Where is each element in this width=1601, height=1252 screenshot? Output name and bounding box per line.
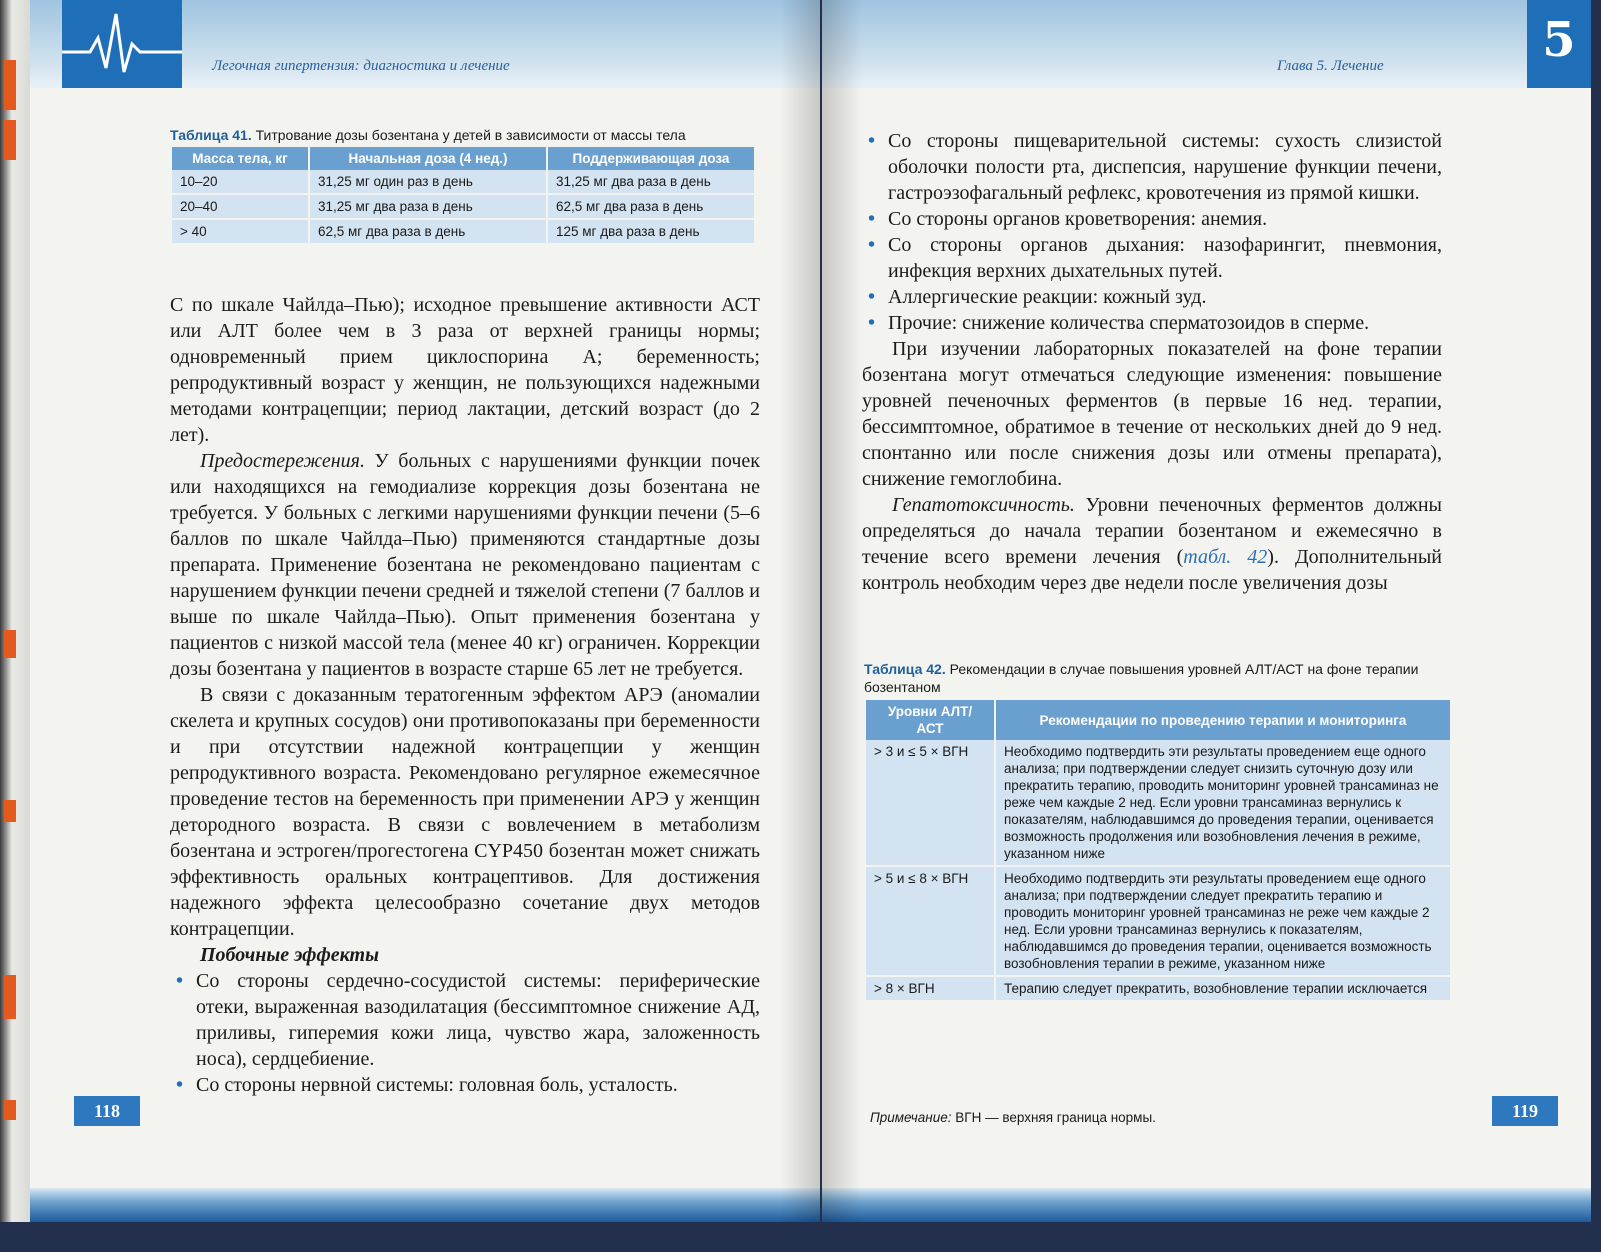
bullet-list xyxy=(862,128,1442,336)
table41-cell: 62,5 мг два раза в день xyxy=(309,219,547,244)
paragraph: С по шкале Чайлда–Пью); исходное превышение активности АСТ или АЛТ более чем в 3 раза от верхней границы нормы; одновременный прием циклоспорина А; беременность; репродуктивный возраст у женщин, не пользующихся надежными методами контрацепции; период лактации, детский возраст (до 2 лет). xyxy=(170,294,760,446)
paragraph-lead: Предостережения. xyxy=(200,450,365,472)
table-note xyxy=(870,1110,1156,1125)
table-row xyxy=(866,976,1451,1001)
table42 xyxy=(866,700,1452,1002)
table42-cell: Необходимо подтвердить эти результаты проведением еще одного анализа; при подтверждении следует прекратить терапию и проводить мониторинг уровней трансаминаз не реже чем каждые 2 нед. Если уровни трансаминаз вернулись к показателям, наблюдавшимся до проведения терапии, оценивается возможность возобновления терапии в режиме, указанном ниже xyxy=(995,866,1451,976)
table42-cell: > 8 × ВГН xyxy=(866,976,995,1001)
table41-cell: 20–40 xyxy=(172,194,309,219)
paragraph xyxy=(170,448,760,682)
header-band xyxy=(822,0,1591,88)
heartbeat-pulse-icon xyxy=(62,0,182,88)
table41-label: Таблица 41. xyxy=(170,127,252,143)
left-page xyxy=(30,0,820,1222)
note-label: Примечание: xyxy=(870,1110,952,1125)
edge-mark xyxy=(4,1100,16,1120)
table42-cell: > 5 и ≤ 8 × ВГН xyxy=(866,866,995,976)
gutter-shadow xyxy=(780,0,820,1222)
table41-header: Поддерживающая доза xyxy=(547,147,755,170)
table-row xyxy=(172,194,755,219)
edge-mark xyxy=(4,630,16,658)
table42-header: Уровни АЛТ/ АСТ xyxy=(866,700,995,740)
list-item: • Со стороны нервной системы: головная боль, усталость. xyxy=(170,1072,760,1098)
table42-caption xyxy=(864,660,1454,696)
gutter-shadow xyxy=(822,0,862,1222)
table41-cell: 31,25 мг два раза в день xyxy=(547,170,755,194)
table42-caption-text: Рекомендации в случае повышения уровней АЛТ/АСТ на фоне терапии бозентаном xyxy=(864,661,1419,695)
edge-mark xyxy=(4,800,16,822)
section-heading: Побочные эффекты xyxy=(200,944,379,966)
bullet-list xyxy=(170,968,760,1098)
table42-cell: Терапию следует прекратить, возобновление терапии исключается xyxy=(995,976,1451,1001)
table41-caption xyxy=(170,126,790,144)
table41-cell: > 40 xyxy=(172,219,309,244)
paragraph: В связи с доказанным тератогенным эффектом АРЭ (аномалии скелета и крупных сосудов) они противопоказаны при беременности и при отсутствии надежной контрацепции у женщин репродуктивного возраста. Рекомендовано регулярное ежемесячное проведение тестов на беременность при применении АРЭ у женщин детородного возраста. В связи с вовлечением в метаболизм бозентана и эстроген/прогестогена CYP450 бозентан может снижать эффективность оральных контрацептивов. Для достижения надежного эффекта целесообразно сочетание двух методов контрацепции. xyxy=(170,684,760,940)
table41-caption-text: Титрование дозы бозентана у детей в зависимости от массы тела xyxy=(255,127,686,143)
edge-mark xyxy=(4,120,16,160)
list-item: • Аллергические реакции: кожный зуд. xyxy=(862,284,1442,310)
footer-band xyxy=(30,1188,820,1222)
list-item: • Со стороны сердечно-сосудистой системы: периферические отеки, выраженная вазодилатация (бессимптомное снижение АД, приливы, гиперемия кожи лица, чувство жара, заложенность носа), сердцебиение. xyxy=(170,968,760,1072)
table42-cell: Необходимо подтвердить эти результаты проведением еще одного анализа; при подтверждении следует снизить суточную дозу или прекратить терапию, проводить мониторинг уровней трансаминаз не реже чем каждые 2 нед. Если уровни трансаминаз вернулись к показателям, наблюдавшимся до проведения терапии, оценивается возможность продолжения или возобновления лечения в режиме, указанном ниже xyxy=(995,740,1451,866)
table-row xyxy=(866,740,1451,866)
running-head: Легочная гипертензия: диагностика и лечение xyxy=(212,58,510,74)
table41-cell: 31,25 мг один раз в день xyxy=(309,170,547,194)
paragraph-text: Уровни печеночных ферментов должны определяться до начала терапии бозентаном и ежемесячно в течение всего времени лечения ( xyxy=(862,494,1442,568)
table41-header: Начальная доза (4 нед.) xyxy=(309,147,547,170)
table42-cell: > 3 и ≤ 5 × ВГН xyxy=(866,740,995,866)
header-logo xyxy=(62,0,182,88)
left-body-text xyxy=(170,292,760,1098)
page-number: 119 xyxy=(1492,1096,1558,1126)
table41-cell: 31,25 мг два раза в день xyxy=(309,194,547,219)
list-item: • Прочие: снижение количества сперматозоидов в сперме. xyxy=(862,310,1442,336)
table41-header: Масса тела, кг xyxy=(172,147,309,170)
chapter-number: 5 xyxy=(1527,0,1591,88)
footer-band xyxy=(822,1188,1591,1222)
table41-cell: 10–20 xyxy=(172,170,309,194)
edge-mark xyxy=(4,975,16,1019)
running-head: Глава 5. Лечение xyxy=(1277,58,1384,74)
table41-cell: 125 мг два раза в день xyxy=(547,219,755,244)
page-number: 118 xyxy=(74,1096,140,1126)
table-row xyxy=(172,219,755,244)
paragraph-text: У больных с нарушениями функции почек или находящихся на гемодиализе коррекция дозы бозентана не требуется. У больных с легкими нарушениями функции печени (5–6 баллов по шкале Чайлда–Пью) применяются стандартные дозы препарата. Применение бозентана не рекомендовано пациентам с нарушением функции печени средней и тяжелой степени (7 баллов и выше по шкале Чайлда–Пью). Опыт применения бозентана у пациентов с низкой массой тела (менее 40 кг) ограничен. Коррекции дозы бозентана у пациентов в возрасте старше 65 лет не требуется. xyxy=(170,450,760,680)
table41-cell: 62,5 мг два раза в день xyxy=(547,194,755,219)
list-item: • Со стороны пищеварительной системы: сухость слизистой оболочки полости рта, диспепсия, нарушение функции печени, гастроэзофагальный рефлекс, кровотечения из прямой кишки. xyxy=(862,128,1442,206)
page-edge xyxy=(0,0,30,1222)
list-item: • Со стороны органов кроветворения: анемия. xyxy=(862,206,1442,232)
right-body-text xyxy=(862,128,1442,596)
paragraph: При изучении лабораторных показателей на фоне терапии бозентана могут отмечаться следующие изменения: повышение уровней печеночных ферментов (в первые 16 нед. терапии, бессимптомное, обратимое в течение от нескольких дней до 9 нед. спонтанно или после снижения дозы или отмены препарата), снижение гемоглобина. xyxy=(862,338,1442,490)
note-text: ВГН — верхняя граница нормы. xyxy=(951,1110,1156,1125)
list-item: • Со стороны органов дыхания: назофарингит, пневмония, инфекция верхних дыхательных путей. xyxy=(862,232,1442,284)
table41 xyxy=(172,147,756,245)
table-row xyxy=(866,866,1451,976)
edge-mark xyxy=(4,60,16,110)
paragraph-text: ). Дополнительный контроль необходим через две недели после увеличения дозы xyxy=(862,546,1442,594)
table42-header: Рекомендации по проведению терапии и мониторинга xyxy=(995,700,1451,740)
table-row xyxy=(172,170,755,194)
right-page xyxy=(822,0,1591,1222)
paragraph xyxy=(862,492,1442,596)
table-reference-link[interactable]: табл. 42 xyxy=(1183,546,1268,568)
paragraph-lead: Гепатотоксичность. xyxy=(892,494,1075,516)
table42-label: Таблица 42. xyxy=(864,661,946,677)
